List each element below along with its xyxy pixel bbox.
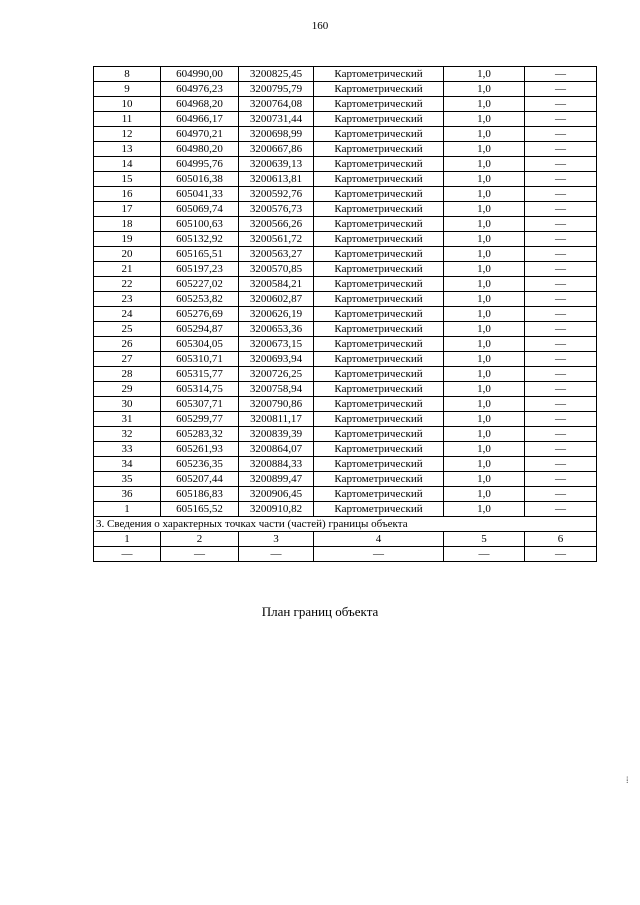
x-coordinate-cell: 604995,76 <box>161 157 239 172</box>
accuracy-cell: 1,0 <box>444 472 525 487</box>
table-row <box>94 97 597 112</box>
description-cell: — <box>525 352 597 367</box>
plan-title: План границ объекта <box>261 604 379 619</box>
accuracy-cell: 1,0 <box>444 172 525 187</box>
table-row <box>94 67 597 82</box>
table-row <box>94 232 597 247</box>
y-coordinate-cell: 3200693,94 <box>239 352 314 367</box>
table-row <box>94 502 597 517</box>
x-coordinate-cell: 605236,35 <box>161 457 239 472</box>
point-number-cell: 22 <box>94 277 161 292</box>
x-coordinate-cell: 605227,02 <box>161 277 239 292</box>
y-coordinate-cell: 3200906,45 <box>239 487 314 502</box>
accuracy-cell: 1,0 <box>444 187 525 202</box>
x-coordinate-cell: 605307,71 <box>161 397 239 412</box>
x-coordinate-cell: 605186,83 <box>161 487 239 502</box>
accuracy-cell: 1,0 <box>444 397 525 412</box>
y-coordinate-cell: 3200592,76 <box>239 187 314 202</box>
accuracy-cell: 1,0 <box>444 427 525 442</box>
table-row <box>94 487 597 502</box>
table-row <box>94 427 597 442</box>
boundary-points-table <box>93 66 597 562</box>
description-cell: — <box>525 307 597 322</box>
x-coordinate-cell: 605069,74 <box>161 202 239 217</box>
table-row <box>94 457 597 472</box>
y-coordinate-cell: 3200673,15 <box>239 337 314 352</box>
point-number-cell: 9 <box>94 82 161 97</box>
accuracy-cell: 1,0 <box>444 67 525 82</box>
x-coordinate-cell: 604976,23 <box>161 82 239 97</box>
y-coordinate-cell: 3200758,94 <box>239 382 314 397</box>
point-number-cell: 35 <box>94 472 161 487</box>
table-row <box>94 322 597 337</box>
table-row <box>94 112 597 127</box>
y-coordinate-cell: 3200764,08 <box>239 97 314 112</box>
y-coordinate-cell: 3200570,85 <box>239 262 314 277</box>
accuracy-cell: 1,0 <box>444 337 525 352</box>
table-row <box>94 247 597 262</box>
section-header-cell: 6 <box>525 532 597 547</box>
accuracy-cell: 1,0 <box>444 457 525 472</box>
description-cell: — <box>525 472 597 487</box>
point-number-cell: 25 <box>94 322 161 337</box>
description-cell: — <box>525 322 597 337</box>
y-coordinate-cell: 3200653,36 <box>239 322 314 337</box>
table-row <box>94 202 597 217</box>
empty-cell: — <box>94 547 161 562</box>
point-number-cell: 8 <box>94 67 161 82</box>
method-cell: Картометрический <box>314 367 444 382</box>
method-cell: Картометрический <box>314 202 444 217</box>
table-row <box>94 157 597 172</box>
accuracy-cell: 1,0 <box>444 292 525 307</box>
x-coordinate-cell: 605100,63 <box>161 217 239 232</box>
description-cell: — <box>525 457 597 472</box>
point-number-cell: 34 <box>94 457 161 472</box>
x-coordinate-cell: 604970,21 <box>161 127 239 142</box>
description-cell: — <box>525 412 597 427</box>
point-number-cell: 17 <box>94 202 161 217</box>
x-coordinate-cell: 605299,77 <box>161 412 239 427</box>
x-coordinate-cell: 605283,32 <box>161 427 239 442</box>
point-number-cell: 33 <box>94 442 161 457</box>
section-title-row <box>94 517 597 532</box>
table-row <box>94 382 597 397</box>
description-cell: — <box>525 397 597 412</box>
method-cell: Картометрический <box>314 427 444 442</box>
description-cell: — <box>525 157 597 172</box>
table-row <box>94 397 597 412</box>
table-row <box>94 292 597 307</box>
method-cell: Картометрический <box>314 397 444 412</box>
method-cell: Картометрический <box>314 442 444 457</box>
x-coordinate-cell: 605315,77 <box>161 367 239 382</box>
table-row <box>94 442 597 457</box>
section-empty-row <box>94 547 597 562</box>
point-number-cell: 29 <box>94 382 161 397</box>
point-number-cell: 28 <box>94 367 161 382</box>
description-cell: — <box>525 217 597 232</box>
method-cell: Картометрический <box>314 112 444 127</box>
y-coordinate-cell: 3200825,45 <box>239 67 314 82</box>
description-cell: — <box>525 82 597 97</box>
point-number-cell: 15 <box>94 172 161 187</box>
x-coordinate-cell: 604980,20 <box>161 142 239 157</box>
description-cell: — <box>525 277 597 292</box>
x-coordinate-cell: 604990,00 <box>161 67 239 82</box>
point-number-cell: 23 <box>94 292 161 307</box>
point-number-cell: 21 <box>94 262 161 277</box>
x-coordinate-cell: 605016,38 <box>161 172 239 187</box>
accuracy-cell: 1,0 <box>444 307 525 322</box>
section-header-row <box>94 532 597 547</box>
method-cell: Картометрический <box>314 307 444 322</box>
accuracy-cell: 1,0 <box>444 322 525 337</box>
section-header-cell: 5 <box>444 532 525 547</box>
point-number-cell: 20 <box>94 247 161 262</box>
method-cell: Картометрический <box>314 127 444 142</box>
table-row <box>94 187 597 202</box>
description-cell: — <box>525 187 597 202</box>
table-row <box>94 367 597 382</box>
accuracy-cell: 1,0 <box>444 142 525 157</box>
point-number-cell: 31 <box>94 412 161 427</box>
table-row <box>94 337 597 352</box>
x-coordinate-cell: 605310,71 <box>161 352 239 367</box>
x-coordinate-cell: 605304,05 <box>161 337 239 352</box>
y-coordinate-cell: 3200790,86 <box>239 397 314 412</box>
y-coordinate-cell: 3200613,81 <box>239 172 314 187</box>
accuracy-cell: 1,0 <box>444 112 525 127</box>
table-row <box>94 172 597 187</box>
section-header-cell: 2 <box>161 532 239 547</box>
y-coordinate-cell: 3200795,79 <box>239 82 314 97</box>
point-number-cell: 14 <box>94 157 161 172</box>
y-coordinate-cell: 3200698,99 <box>239 127 314 142</box>
x-coordinate-cell: 605165,52 <box>161 502 239 517</box>
point-number-cell: 11 <box>94 112 161 127</box>
y-coordinate-cell: 3200910,82 <box>239 502 314 517</box>
y-coordinate-cell: 3200864,07 <box>239 442 314 457</box>
section-header-cell: 1 <box>94 532 161 547</box>
method-cell: Картометрический <box>314 142 444 157</box>
y-coordinate-cell: 3200639,13 <box>239 157 314 172</box>
y-coordinate-cell: 3200561,72 <box>239 232 314 247</box>
y-coordinate-cell: 3200839,39 <box>239 427 314 442</box>
scan-edge-mark: ⁞ <box>626 775 629 785</box>
description-cell: — <box>525 232 597 247</box>
x-coordinate-cell: 605253,82 <box>161 292 239 307</box>
point-number-cell: 30 <box>94 397 161 412</box>
accuracy-cell: 1,0 <box>444 157 525 172</box>
description-cell: — <box>525 202 597 217</box>
point-number-cell: 19 <box>94 232 161 247</box>
accuracy-cell: 1,0 <box>444 487 525 502</box>
x-coordinate-cell: 604968,20 <box>161 97 239 112</box>
section-header-cell: 3 <box>239 532 314 547</box>
description-cell: — <box>525 127 597 142</box>
description-cell: — <box>525 97 597 112</box>
y-coordinate-cell: 3200566,26 <box>239 217 314 232</box>
table-row <box>94 472 597 487</box>
y-coordinate-cell: 3200667,86 <box>239 142 314 157</box>
accuracy-cell: 1,0 <box>444 277 525 292</box>
method-cell: Картометрический <box>314 412 444 427</box>
section-title: 3. Сведения о характерных точках части (частей) границы объекта <box>94 517 597 532</box>
table-body <box>94 67 597 517</box>
y-coordinate-cell: 3200626,19 <box>239 307 314 322</box>
table-row <box>94 127 597 142</box>
point-number-cell: 13 <box>94 142 161 157</box>
page-number: 160 <box>311 20 329 32</box>
table-row <box>94 262 597 277</box>
description-cell: — <box>525 67 597 82</box>
empty-cell: — <box>444 547 525 562</box>
y-coordinate-cell: 3200584,21 <box>239 277 314 292</box>
y-coordinate-cell: 3200563,27 <box>239 247 314 262</box>
y-coordinate-cell: 3200731,44 <box>239 112 314 127</box>
x-coordinate-cell: 605207,44 <box>161 472 239 487</box>
point-number-cell: 32 <box>94 427 161 442</box>
point-number-cell: 26 <box>94 337 161 352</box>
description-cell: — <box>525 382 597 397</box>
accuracy-cell: 1,0 <box>444 367 525 382</box>
method-cell: Картометрический <box>314 277 444 292</box>
accuracy-cell: 1,0 <box>444 412 525 427</box>
point-number-cell: 12 <box>94 127 161 142</box>
x-coordinate-cell: 605276,69 <box>161 307 239 322</box>
description-cell: — <box>525 487 597 502</box>
method-cell: Картометрический <box>314 457 444 472</box>
x-coordinate-cell: 605197,23 <box>161 262 239 277</box>
table-row <box>94 142 597 157</box>
point-number-cell: 16 <box>94 187 161 202</box>
x-coordinate-cell: 605041,33 <box>161 187 239 202</box>
y-coordinate-cell: 3200576,73 <box>239 202 314 217</box>
description-cell: — <box>525 262 597 277</box>
table-row <box>94 82 597 97</box>
description-cell: — <box>525 142 597 157</box>
point-number-cell: 18 <box>94 217 161 232</box>
method-cell: Картометрический <box>314 247 444 262</box>
point-number-cell: 27 <box>94 352 161 367</box>
method-cell: Картометрический <box>314 217 444 232</box>
y-coordinate-cell: 3200899,47 <box>239 472 314 487</box>
method-cell: Картометрический <box>314 172 444 187</box>
method-cell: Картометрический <box>314 382 444 397</box>
empty-cell: — <box>161 547 239 562</box>
y-coordinate-cell: 3200602,87 <box>239 292 314 307</box>
description-cell: — <box>525 247 597 262</box>
description-cell: — <box>525 427 597 442</box>
y-coordinate-cell: 3200884,33 <box>239 457 314 472</box>
table-row <box>94 412 597 427</box>
x-coordinate-cell: 605294,87 <box>161 322 239 337</box>
accuracy-cell: 1,0 <box>444 247 525 262</box>
section-header-cell: 4 <box>314 532 444 547</box>
table-row <box>94 217 597 232</box>
method-cell: Картометрический <box>314 187 444 202</box>
table-row <box>94 307 597 322</box>
table-row <box>94 277 597 292</box>
point-number-cell: 1 <box>94 502 161 517</box>
method-cell: Картометрический <box>314 232 444 247</box>
accuracy-cell: 1,0 <box>444 232 525 247</box>
method-cell: Картометрический <box>314 322 444 337</box>
accuracy-cell: 1,0 <box>444 382 525 397</box>
point-number-cell: 24 <box>94 307 161 322</box>
accuracy-cell: 1,0 <box>444 352 525 367</box>
y-coordinate-cell: 3200811,17 <box>239 412 314 427</box>
accuracy-cell: 1,0 <box>444 97 525 112</box>
empty-cell: — <box>239 547 314 562</box>
description-cell: — <box>525 172 597 187</box>
accuracy-cell: 1,0 <box>444 442 525 457</box>
x-coordinate-cell: 605314,75 <box>161 382 239 397</box>
description-cell: — <box>525 112 597 127</box>
description-cell: — <box>525 337 597 352</box>
method-cell: Картометрический <box>314 97 444 112</box>
description-cell: — <box>525 367 597 382</box>
description-cell: — <box>525 502 597 517</box>
description-cell: — <box>525 442 597 457</box>
x-coordinate-cell: 605132,92 <box>161 232 239 247</box>
section-3 <box>94 517 597 562</box>
method-cell: Картометрический <box>314 337 444 352</box>
x-coordinate-cell: 605165,51 <box>161 247 239 262</box>
accuracy-cell: 1,0 <box>444 262 525 277</box>
method-cell: Картометрический <box>314 262 444 277</box>
table-row <box>94 352 597 367</box>
x-coordinate-cell: 605261,93 <box>161 442 239 457</box>
point-number-cell: 10 <box>94 97 161 112</box>
method-cell: Картометрический <box>314 472 444 487</box>
method-cell: Картометрический <box>314 157 444 172</box>
method-cell: Картометрический <box>314 82 444 97</box>
accuracy-cell: 1,0 <box>444 82 525 97</box>
empty-cell: — <box>525 547 597 562</box>
x-coordinate-cell: 604966,17 <box>161 112 239 127</box>
method-cell: Картометрический <box>314 352 444 367</box>
empty-cell: — <box>314 547 444 562</box>
description-cell: — <box>525 292 597 307</box>
method-cell: Картометрический <box>314 502 444 517</box>
method-cell: Картометрический <box>314 487 444 502</box>
y-coordinate-cell: 3200726,25 <box>239 367 314 382</box>
accuracy-cell: 1,0 <box>444 202 525 217</box>
accuracy-cell: 1,0 <box>444 217 525 232</box>
accuracy-cell: 1,0 <box>444 502 525 517</box>
point-number-cell: 36 <box>94 487 161 502</box>
accuracy-cell: 1,0 <box>444 127 525 142</box>
method-cell: Картометрический <box>314 292 444 307</box>
method-cell: Картометрический <box>314 67 444 82</box>
